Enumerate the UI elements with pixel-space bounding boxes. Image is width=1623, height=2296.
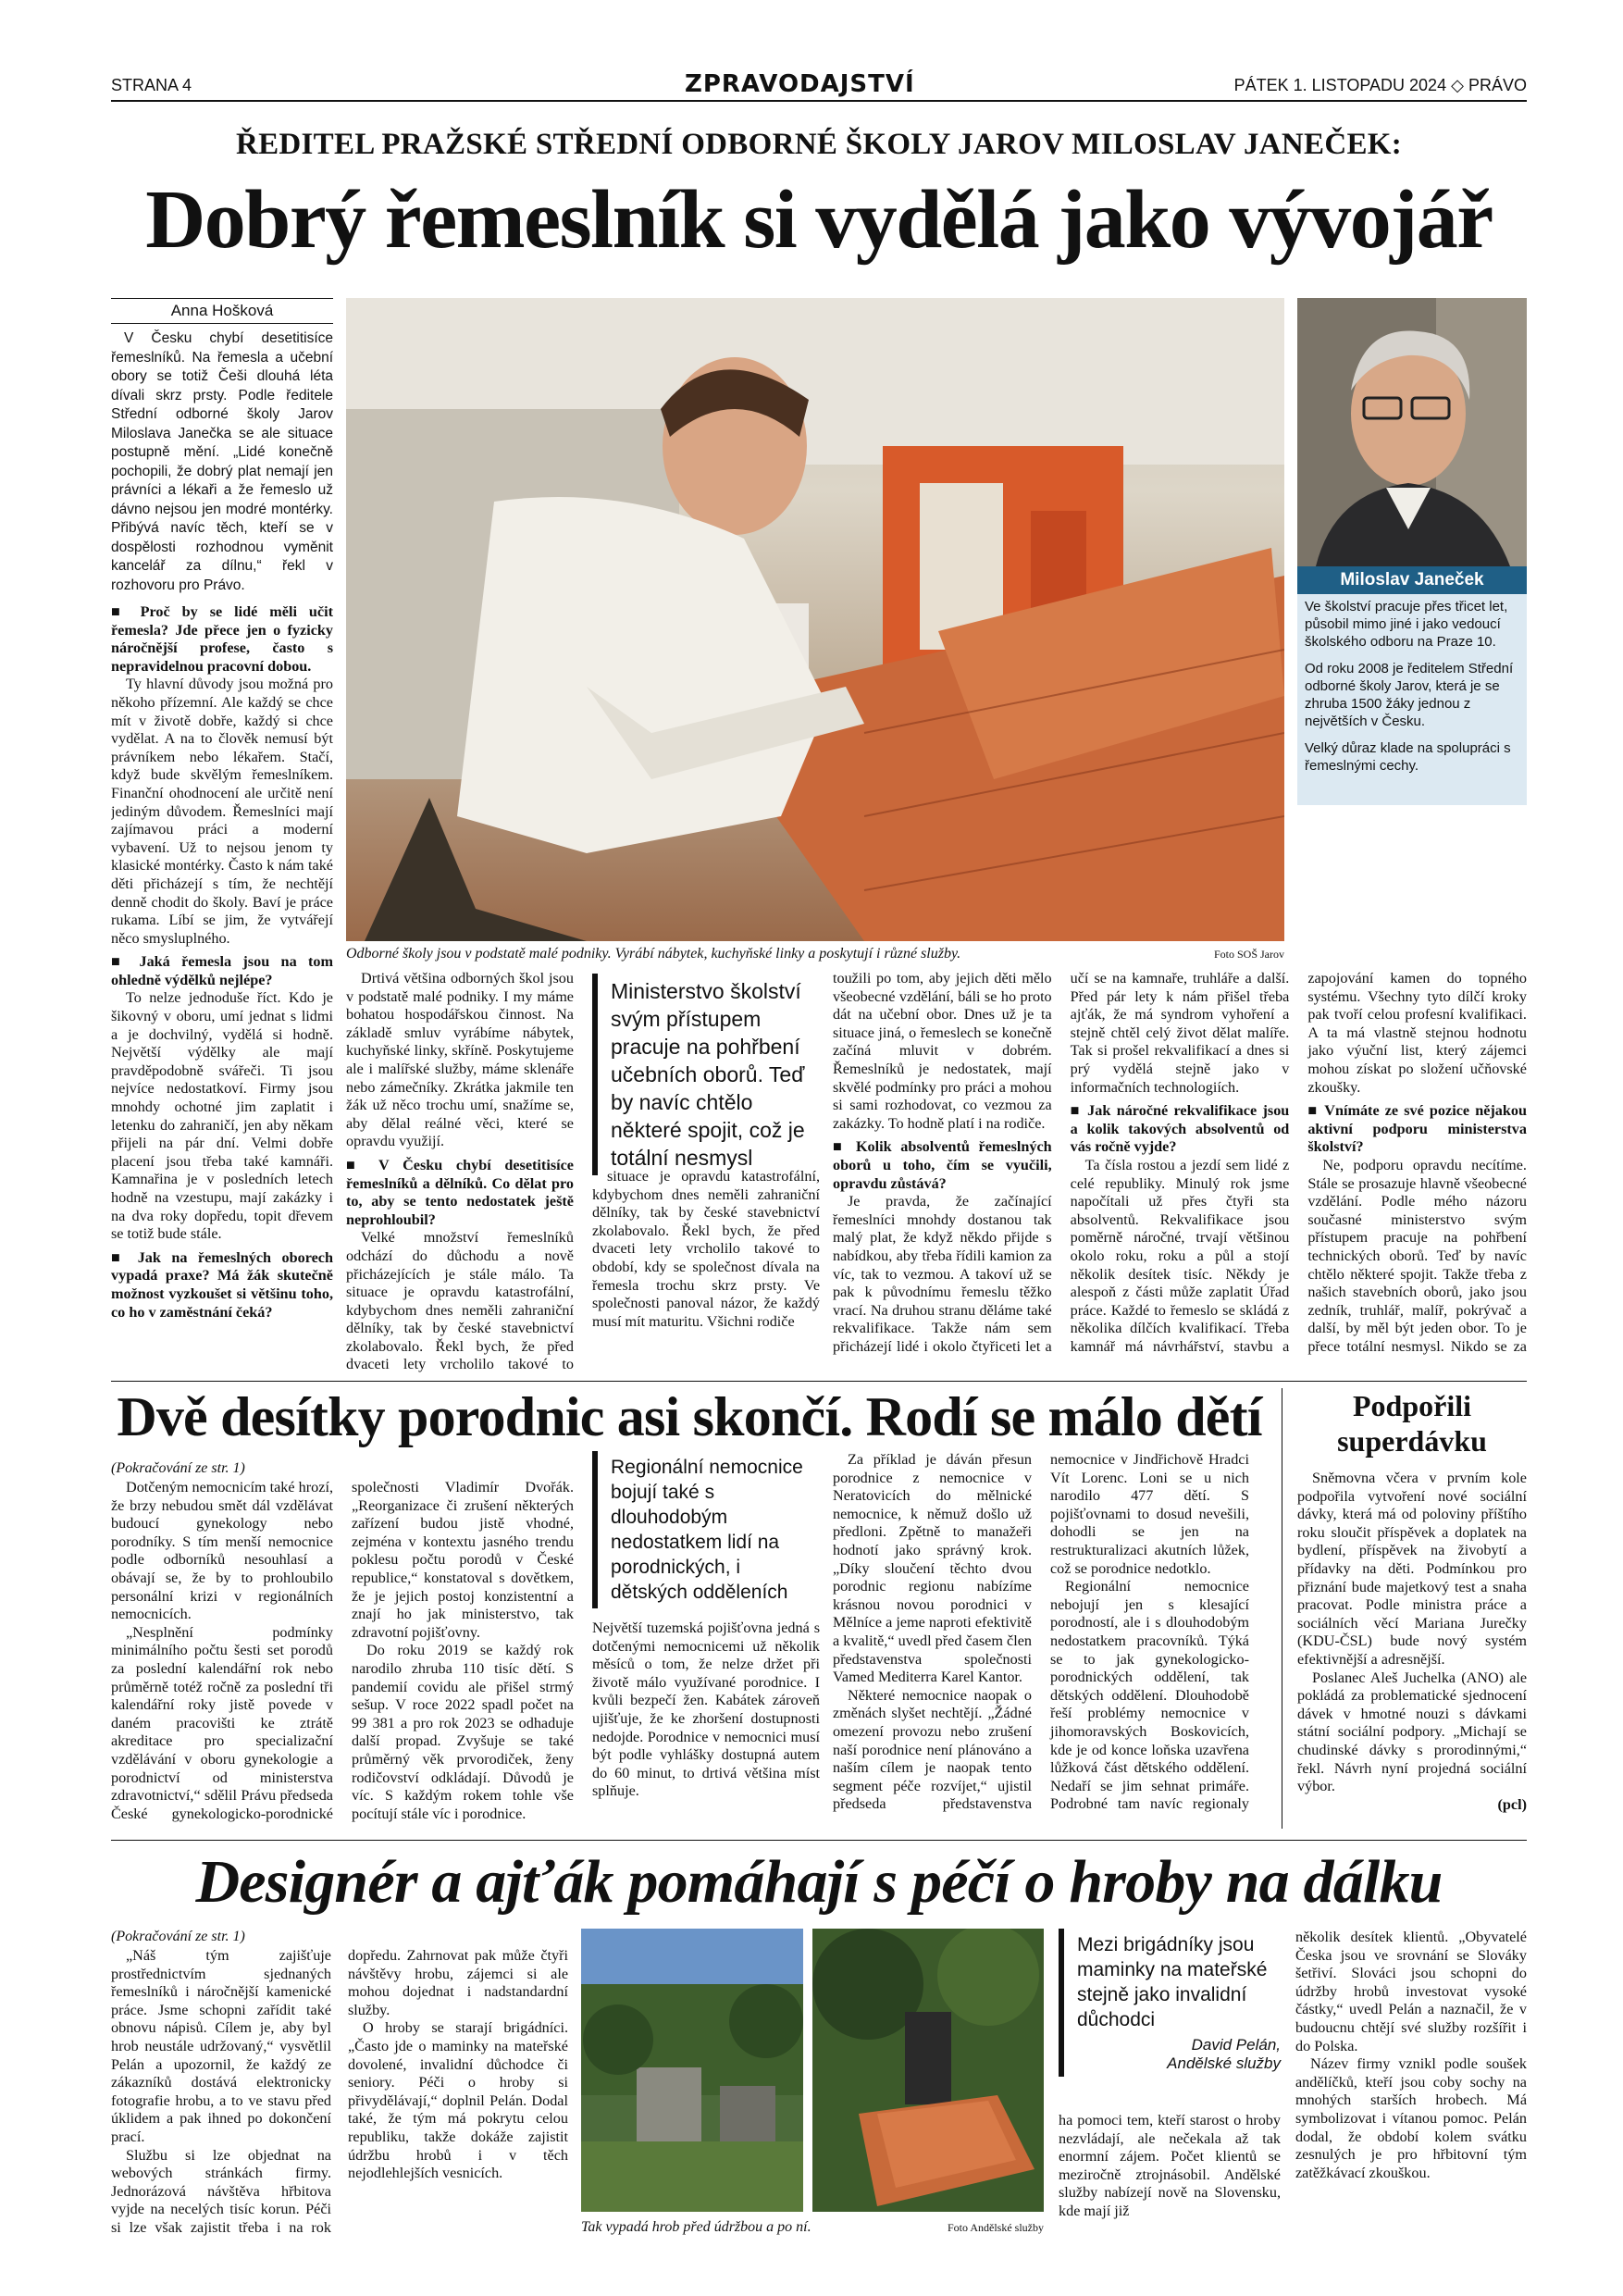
article1-kicker: ŘEDITEL PRAŽSKÉ STŘEDNÍ ODBORNÉ ŠKOLY JAROV MILOSLAV JANEČEK: — [235, 128, 1403, 161]
answer: Ne, podporu opravdu necítíme. Stále se prosazuje hlavně všeobecné vzdělání. Podle mého názoru současné ministerstvo svým přístupem pracuje na pohřbení technických oborů. Teď by navíc chtělo některé spojit. Takže třeba z našich stavebních oborů, jako jsou zedník, truhlář, malíř, pokrývač a další, by měl být jeden obor. To je přece totální nesmysl. Nikdo se za — [1307, 1156, 1527, 1355]
article1-photo-credit: Foto SOŠ Jarov — [1213, 948, 1284, 961]
divider-line — [111, 1381, 1527, 1382]
article1-body-col4-6 — [833, 970, 1527, 1373]
answer: Ty hlavní důvody jsou možná pro někoho přízemní. Ale každý se chce mít v životě dobře, každý si chce vydělat. A na to člověk nemusí být právníkem nebo lékařem. Stačí, když bude skvělým řemeslníkem. Finanční ohodnocení ale určitě není jediným důvodem. Řemeslníci mají zajímavou práci a moderní vybavení. Už to nejsou jenom ty klasické montérky. Často k nám také děti přicházejí s tím, že nechtějí denně chodit do školy. Baví je práce rukama. Líbí se jim, že vytvářejí něco smysluplného. — [111, 676, 333, 947]
sidebar-paragraph: Poslanec Aleš Juchelka (ANO) ale pokládá za problematické sjednocení dávek v hmotné nouzi s dávkami státní sociální podpory. „Michají se chudinské dávky s prorodinnými,“ řekl. Návrh nyní projedná sociální výbor. — [1297, 1669, 1527, 1795]
article3-pull-quote — [1059, 1929, 1281, 2077]
article2-body-c — [833, 1451, 1249, 1829]
article3-quote-author: David Pelán, — [1191, 2036, 1281, 2054]
issue-info — [1234, 76, 1527, 95]
article3-quote-org: Andělské služby — [1167, 2054, 1281, 2072]
grave-after-illustration — [812, 1929, 1044, 2212]
question: ■ Vnímáte ze své pozice nějakou aktivní podporu ministerstva školství? — [1307, 1102, 1527, 1157]
article1-lead: V Česku chybí desetitisíce řemeslníků. Na řemesla a učební obory se totiž Češi dlouhá léta dívali skrz prsty. Podle ředitele Střední odborné školy Jarov Miloslava Janečka se ale situace postupně mění. „Lidé konečně pochopili, že dobrý plat nemají jen právníci a lékaři a že řemeslo už dávno nejsou jen modré montérky. Přibývá navíc těch, kteří se v dospělosti rozhodnou vyměnit kancelář za dílnu,“ řekl v rozhovoru pro Právo. — [111, 330, 333, 593]
diamond-icon: ◇ — [1451, 76, 1464, 94]
paragraph: Za příklad je dáván přesun porodnice z nemocnice v Neratovicích do mělnické nemocnice, k němuž došlo už předloni. Zpětně to manažeři hodnotí jako správný krok. „Díky sloučení těchto dvou porodnic regionu nabízíme krásnou novou porodnici v Mělníce a jeme naproti efektivitě a kvalitě,“ uvedl před časem člen představenstva společnosti Vamed Mediterra Karel Kantor. — [833, 1451, 1032, 1686]
profile-text-1: Ve školství pracuje přes třicet let, působil mimo jiné i jako vedoucí školského odboru na Praze 10. — [1305, 599, 1508, 650]
article1-body-col3 — [592, 1168, 820, 1373]
paper-name: PRÁVO — [1468, 76, 1527, 94]
paragraph: Název firmy vznikl podle soušek andělíčků, kteří jsou coby sochy na mnohých starších hrobech. Má symbolizovat i vítanou pomoc. Pelán dodal, že období kolem svátku zesnulých je pro hřbitovní tým zatěžkávací zkouškou. — [1295, 2055, 1527, 2181]
paragraph: Největší tuzemská pojišťovna jedná s dotčenými nemocnicemi už několik měsíců o tom, že nelze držet při životě málo využívané porodnice. I kvůli bezpečí žen. Kabátek zároveň ujišťuje, že ke zhoršení dostupnosti nedojde. Porodnice v nemocnici musí být podle vyhlášky dostupná autem do 60 minut, to drtivá většina míst splňuje. — [592, 1620, 820, 1800]
paragraph: Do roku 2019 se každý rok narodilo zhruba 110 tisíc dětí. S pandemií covidu ale přišel strmý sešup. V roce 2022 spadl počet na 99 381 a pro rok 2023 se odhaduje další propad. Zvyšuje se také průměrný věk prvorodiček, ženy rodičovství odkládají. Důvodů je víc. S každým rokem tohle vše pocítují stále víc i porodnice. — [352, 1642, 574, 1822]
question: ■ Jak na řemeslných oborech vypadá praxe? Má žák skutečně možnost vyzkoušet si většinu toho, co ho v zaměstnání čeká? — [111, 1249, 333, 1322]
article2-pull-quote: Regionální nemocnice bojují také s dlouhodobým nedostatkem lidí na porodnických, i dětských odděleních — [592, 1451, 814, 1608]
grave-photo-before — [581, 1929, 803, 2212]
answer: To nelze jednoduše říct. Kdo je šikovný v oboru, umí jednat s lidmi a je dochvilný, vydělá si hodně. Největší výdělky ale mají pravděpodobně svářeči. Ti jsou nejvíce nedostatkoví. Firmy jsou mnohdy ochotné jim zaplatit i letenku do zahraničí, jen aby někam přijeli na pár dní. Velmi dobře placení jsou třeba také kamnáři. Kamnařina je v posledních letech hodně na vzestupu, mají zakázky i na dva roky dopředu, topit dřevem se totiž bude stále. — [111, 989, 333, 1243]
divider-line — [111, 1840, 1527, 1841]
article2-headline: Dvě desítky porodnic asi skončí. Rodí se málo dětí — [117, 1386, 1262, 1447]
article1-body-col2 — [346, 970, 574, 1373]
answer: Velké množství řemeslníků odchází do důchodu a nově přicházejících je stále málo. Ta situace je opravdu katastrofální, kdybychom dnes neměli zahraniční dělníky, tak by české stavebnictví zkolabovalo. Řekl bych, že před dvaceti lety vrcholilo takové to — [346, 1229, 574, 1373]
portrait-illustration — [1297, 298, 1527, 566]
article1-photo — [346, 298, 1284, 941]
profile-text-2: Od roku 2008 je ředitelem Střední odborné školy Jarov, která je se zhruba 1500 žáky jednou z největších v Česku. — [1305, 661, 1514, 729]
profile-text-3: Velký důraz klade na spolupráci s řemeslnými cechy. — [1305, 740, 1511, 774]
answer: Drtivá většina odborných škol jsou v podstatě malé podniky. I my máme bohatou hospodářskou činnost. Na základě smluv vyrábíme nábytek, kuchyňské linky, skříně. Poskytujeme ale i malířské služby, máme sklenáře nebo zámečníky. Zkrátka jakmile ten žák už něco trochu umí, snažíme se, aby dělal reálné věci, které se opravdu využijí. — [346, 970, 574, 1150]
article3-photo-credit: Foto Andělské služby — [948, 2221, 1044, 2234]
article2-cont: (Pokračování ze str. 1) — [111, 1460, 245, 1476]
article3-body-c — [1295, 1929, 1527, 2241]
issue-date: PÁTEK 1. LISTOPADU 2024 — [1233, 76, 1447, 94]
running-header — [111, 70, 1527, 102]
profile-name: Miloslav Janeček — [1297, 566, 1527, 594]
portrait-photo — [1297, 298, 1527, 566]
article3-quote-text: Mezi brigádníky jsou maminky na mateřské stejně jako invalidní důchodci — [1077, 1934, 1268, 2030]
article1-pull-quote: Ministerstvo školství svým přístupem pracuje na pohřbení učebních oborů. Teď by navíc chtělo některé spojit, což je totální nesmysl — [592, 974, 814, 1175]
profile-box — [1297, 594, 1527, 805]
answer: Ta čísla rostou a jezdí sem lidé z celé republiky. Minulý rok jsme napočítali už přes čtyři sta absolventů. Rekvalifikace jsou poměrně náročné, trvají většinou okolo roku, roku a půl a stojí několik desítek tisíc. Někdy je alespoň z části může zaplatit Úřad práce. Každé to řemeslo se skládá z několika dílčích kvalifikací. Třeba kamnář má návrhářství, stavbu a zapojování kamen do topného systému. Všechny tyto dílčí kroky pak tvoří celou profesní kvalifikaci. A ta má vlastně stejnou hodnotu jako výuční list, který zájemci mohou získat po složení učňovské zkoušky. — [1070, 970, 1527, 1355]
question: ■ Proč by se lidé měli učit řemesla? Jde přece jen o fyzicky náročnější profese, často s nepravidelnou pracovní dobou. — [111, 603, 333, 676]
sidebar-body — [1297, 1470, 1527, 1831]
sidebar-title: Podpořili superdávku — [1337, 1389, 1487, 1458]
article1-body-left — [111, 598, 333, 1371]
answer: Je pravda, že začínající řemeslníci mnohdy dostanou tak malý plat, že když někdo přijde s nabídkou, aby třeba řídili kamion za víc, tak to vezmou. A takoví už se pak k původnímu řemeslu těžko vrací. Na druhou stranu děláme také rekvalifikace. Takže nám sem přicházejí lidé i okolo čtyřiceti let a učí se na kamnaře, truhláře a další. Před pár lety k nám přišel třeba ajťák, že má syndrom vyhoření a stejně chtěl celý život dělat malíře. Tak si prošel rekvalifikací a dnes si prý vydělá stejně jako v informačních technologiích. — [833, 970, 1290, 1355]
article3-cont: (Pokračování ze str. 1) — [111, 1929, 245, 1944]
paragraph: Regionální nemocnice nebojují jen s klesající porodností, ale i s dlouhodobým nedostatkem pracovníků. Týká se to jak gynekologicko-porodnických oddělení, tak dětských oddělení. Dlouhodobě řeší problémy nemocnice v jihomoravských Boskovicích, kde je od konce loňska uzavřena lůžková část dětského oddělení. Nedaří se jim sehnat primáře. Podrobné tam navíc regionaly — [1050, 1578, 1249, 1813]
question: ■ Jaká řemesla jsou na tom ohledně výdělků nejlépe? — [111, 953, 333, 989]
paragraph: ha pomoci tem, kteří starost o hroby nezvládají, ale nečekala až tak enormní zájem. Počet klientů se meziročně ztrojnásobil. Andělské služby nabízejí nově na Slovensku, kde mají již — [1059, 2112, 1281, 2219]
article3-headline: Designér a ajťák pomáhají s péčí o hroby na dálku — [195, 1848, 1443, 1916]
article3-body-b — [1059, 2112, 1281, 2241]
paragraph: Některé nemocnice naopak o změnách slyšet nechtějí. „Žádné omezení provozu nebo zrušení naší porodnice není plánováno a naším cílem je naopak tento segment péče rozvíjet,“ ujistil předseda představenstva nemocnice v Jindřichově Hradci Vít Lorenc. Loni se u nich narodilo 477 dětí. S pojišťovnami to dosud nevešili, dohodli se jen na restrukturalizaci akutních lůžek, což se porodnice nedotklo. — [833, 1451, 1249, 1813]
section-title: ZPRAVODAJSTVÍ — [685, 70, 915, 98]
paragraph: několik desítek klientů. „Obyvatelé Česka jsou ve srovnání se Slováky šetřiví. Slováci jsou schopni do údržby hrobů investovat vysoké částky,“ uvedl Pelán a naznačil, že v budoucnu chtějí své služby rozšířit i do Polska. — [1295, 1929, 1527, 2054]
paragraph: Službu si lze objednat na webových stránkách firmy. Jednorázová návštěva hřbitova vyjde na necelých tisíc korun. Péči si lze však zajistit třeba i na rok dopředu. Zahrnovat pak může čtyři návštěvy hrobu, zájemci si ale mohou dojednat i nadstandardní služby. — [111, 1947, 568, 2236]
question: ■ V Česku chybí desetitisíce řemeslníků a dělníků. Co dělat pro to, aby se tento nedostatek ještě neprohloubil? — [346, 1157, 574, 1229]
mason-photo-illustration — [346, 298, 1284, 941]
grave-before-illustration — [581, 1929, 803, 2212]
sidebar-signature: (pcl) — [1497, 1795, 1527, 1813]
answer: situace je opravdu katastrofální, kdybychom dnes neměli zahraniční dělníky, tak by české stavebnictví zkolabovalo. Řekl bych, že před dvaceti lety vrcholilo takové to období, kdy se společnost dívala na řemesla trochu skrz prsty. Ve společnosti panoval názor, že každý musí mít maturitu. Všichni rodiče — [592, 1168, 820, 1330]
paragraph: O hroby se starají brigádníci. „Často jde o maminky na mateřské dovolené, invalidní důchodce či seniory. Péči o hroby si přivydělávají,“ doplnil Pelán. Dodal také, že tým má pokrytu celou republiku, takže dokáže zajistit údržbu hrobů i v těch nejodlehlejších vesnicích. — [348, 2019, 568, 2182]
question: ■ Jak náročné rekvalifikace jsou a kolik takových absolventů od vás ročně vyjde? — [1071, 1102, 1290, 1157]
article3-photo-caption: Tak vypadá hrob před údržbou a po ní. — [581, 2219, 812, 2235]
sidebar-paragraph: Sněmovna včera v prvním kole podpořila vytvoření nové sociální dávky, která má od poloviny příštího roku sloučit příspěvek a doplatek na bydlení, příspěvek na živobytí a přídavky na děti. Podmínkou pro přiznání bude majetkový test a snaha pracovat. Podle ministra práce a sociálních věcí Mariana Jurečky (KDU-ČSL) bude nový systém efektivnější a adresnější. — [1297, 1470, 1527, 1668]
paragraph: „Nesplnění podmínky minimálního počtu šesti set porodů za poslední kalendářní rok nebo průměrně totéž ročně za poslední tři kalendářní roky jistě povede v daném pracovišti ke ztrátě akreditace pro specializační vzdělávání v oboru gynekologie a porodnictví od ministerstva zdravotnictví,“ sdělil Právu předseda České gynekologicko-porodnické společnosti Vladimír Dvořák. „Reorganizace či zrušení některých zařízení budou jistě vhodné, zejména v kontextu jasného trendu poklesu počtu porodů v České republice,“ konstatoval s dovětkem, že je jejich postoj konzistentní a znají ho jak ministerstvo, tak zdravotní pojišťovny. — [111, 1479, 574, 1822]
page-number: STRANA 4 — [111, 76, 192, 94]
article2-body-a — [111, 1479, 574, 1829]
article1-photo-caption: Odborné školy jsou v podstatě malé podniky. Vyrábí nábytek, kuchyňské linky a poskytují i různé služby. — [346, 946, 961, 962]
article3-body-a — [111, 1947, 568, 2240]
question: ■ Kolik absolventů řemeslných oborů u toho, čím se vyučili, opravdu zůstává? — [833, 1138, 1052, 1193]
paragraph: „Náš tým zajišťuje prostřednictvím sjednaných řemeslníků i náročnější kamenické práce. Jsme schopni zařídit také obnovu nápisů. Cílem je, aby byl hrob neustále udržovaný,“ vysvětlil Pelán a upozornil, že každý ze zákazníků dostává elektronicky fotografie hrobu, a to ve stavu před úklidem a pak ihned po dokončení prací. — [111, 1947, 331, 2145]
article2-body-b — [592, 1620, 820, 1829]
paragraph: Dotčeným nemocnicím také hrozí, že brzy nebudou smět dál vzdělávat budoucí gynekology nebo porodníky. S tím menší nemocnice podle odborníků nesouhlasí a obávají se, že by to prohloubilo personální krizi v regionálních nemocnicích. — [111, 1479, 333, 1623]
article1-author: Anna Hošková — [111, 298, 333, 324]
article1-headline: Dobrý řemeslník si vydělá jako vývojář — [145, 174, 1493, 266]
grave-photo-after — [812, 1929, 1044, 2212]
answer: toužili po tom, aby jejich děti mělo všeobecné vzdělání, báli se ho proto dát na učební obor. Dnes už je ta situace jiná, o řemeslech se konečně začíná mluvit v dobrém. Řemeslníků je nedostatek, mají skvělé podmínky pro práci a mohou si sami rozhodovat, co vezmou za zakázky. To hodně platí i na rodiče. — [833, 970, 1052, 1132]
